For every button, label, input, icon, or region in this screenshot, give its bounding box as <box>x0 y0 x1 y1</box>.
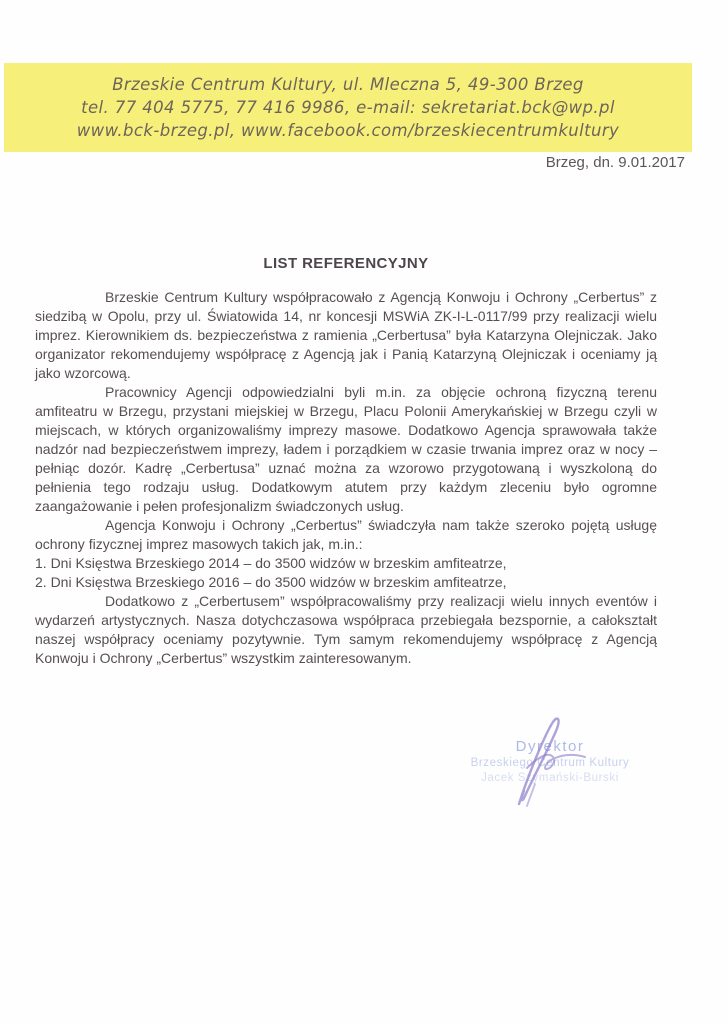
document-title: LIST REFERENCYJNY <box>263 255 429 272</box>
stamp-role-label: Dyrektor <box>515 738 585 755</box>
stamp-organization-label: Brzeskiego Centrum Kultury <box>470 757 630 769</box>
list-item-event-2014: 1. Dni Księstwa Brzeskiego 2014 – do 3500 widzów w brzeskim amfiteatrze, <box>35 555 507 571</box>
letterhead-band <box>4 63 692 152</box>
signature-scribble-icon <box>505 712 595 812</box>
letterhead-web-links: www.bck-brzeg.pl, www.facebook.com/brzeskiecentrumkultury <box>76 121 620 140</box>
letterhead-org-address: Brzeskie Centrum Kultury, ul. Mleczna 5, 49-300 Brzeg <box>112 75 584 94</box>
place-date-line: Brzeg, dn. 9.01.2017 <box>545 154 685 171</box>
paragraph-responsibilities: Pracownicy Agencji odpowiedzialni byli m.in. za objęcie ochroną fizyczną terenu amfiteatru w Brzegu, przystani miejskiej w Brzegu, Placu Polonii Amerykańskiej w Brzegu czyli w miejscach, w których organizowaliśmy imprezy masowe. Dodatkowo Agencja sprawowała także nadzór nad bezpieczeństwem imprezy, ładem i porządkiem w czasie trwania imprez oraz w nocy – pełniąc dozór. Kadrę „Cerbertusa” uznać można za wzorowo przygotowaną i wyszkoloną do pełnienia tego rodzaju usług. Dodatkowym atutem przy każdym zleceniu było ogromne zaangażowanie i pełen profesjonalizm świadczonych usług. <box>35 384 657 514</box>
paragraph-cooperation: Brzeskie Centrum Kultury współpracowało z Agencją Konwoju i Ochrony „Cerbertus” z siedzibą w Opolu, przy ul. Światowida 14, nr koncesji MSWiA ZK-I-L-0117/99 przy realizacji wielu imprez. Kierownikiem ds. bezpieczeństwa z ramienia „Cerbertusa” była Katarzyna Olejniczak. Jako organizator rekomendujemy współpracę z Agencją jak i Panią Katarzyną Olejniczak i oceniamy ją jako wzorcową. <box>35 289 657 381</box>
paragraph-services-intro: Agencja Konwoju i Ochrony „Cerbertus” świadczyła nam także szeroko pojętą usługę ochrony fizycznej imprez masowych takich jak, m.in.: <box>35 517 657 552</box>
list-item-event-2016: 2. Dni Księstwa Brzeskiego 2016 – do 3500 widzów w brzeskim amfiteatrze, <box>35 574 507 590</box>
stamp-name-label: Jacek Szymański-Burski <box>481 772 619 784</box>
letter-body <box>35 288 657 668</box>
paragraph-recommendation: Dodatkowo z „Cerbertusem” współpracowaliśmy przy realizacji wielu innych eventów i wydarzeń artystycznych. Nasza dotychczasowa współpraca przebiegała bezspornie, a całokształt naszej współpracy oceniamy pozytywnie. Tym samym rekomendujemy współpracę z Agencją Konwoju i Ochrony „Cerbertus” wszystkim zainteresowanym. <box>35 593 657 666</box>
letterhead-phone-email: tel. 77 404 5775, 77 416 9986, e-mail: sekretariat.bck@wp.pl <box>81 98 615 117</box>
